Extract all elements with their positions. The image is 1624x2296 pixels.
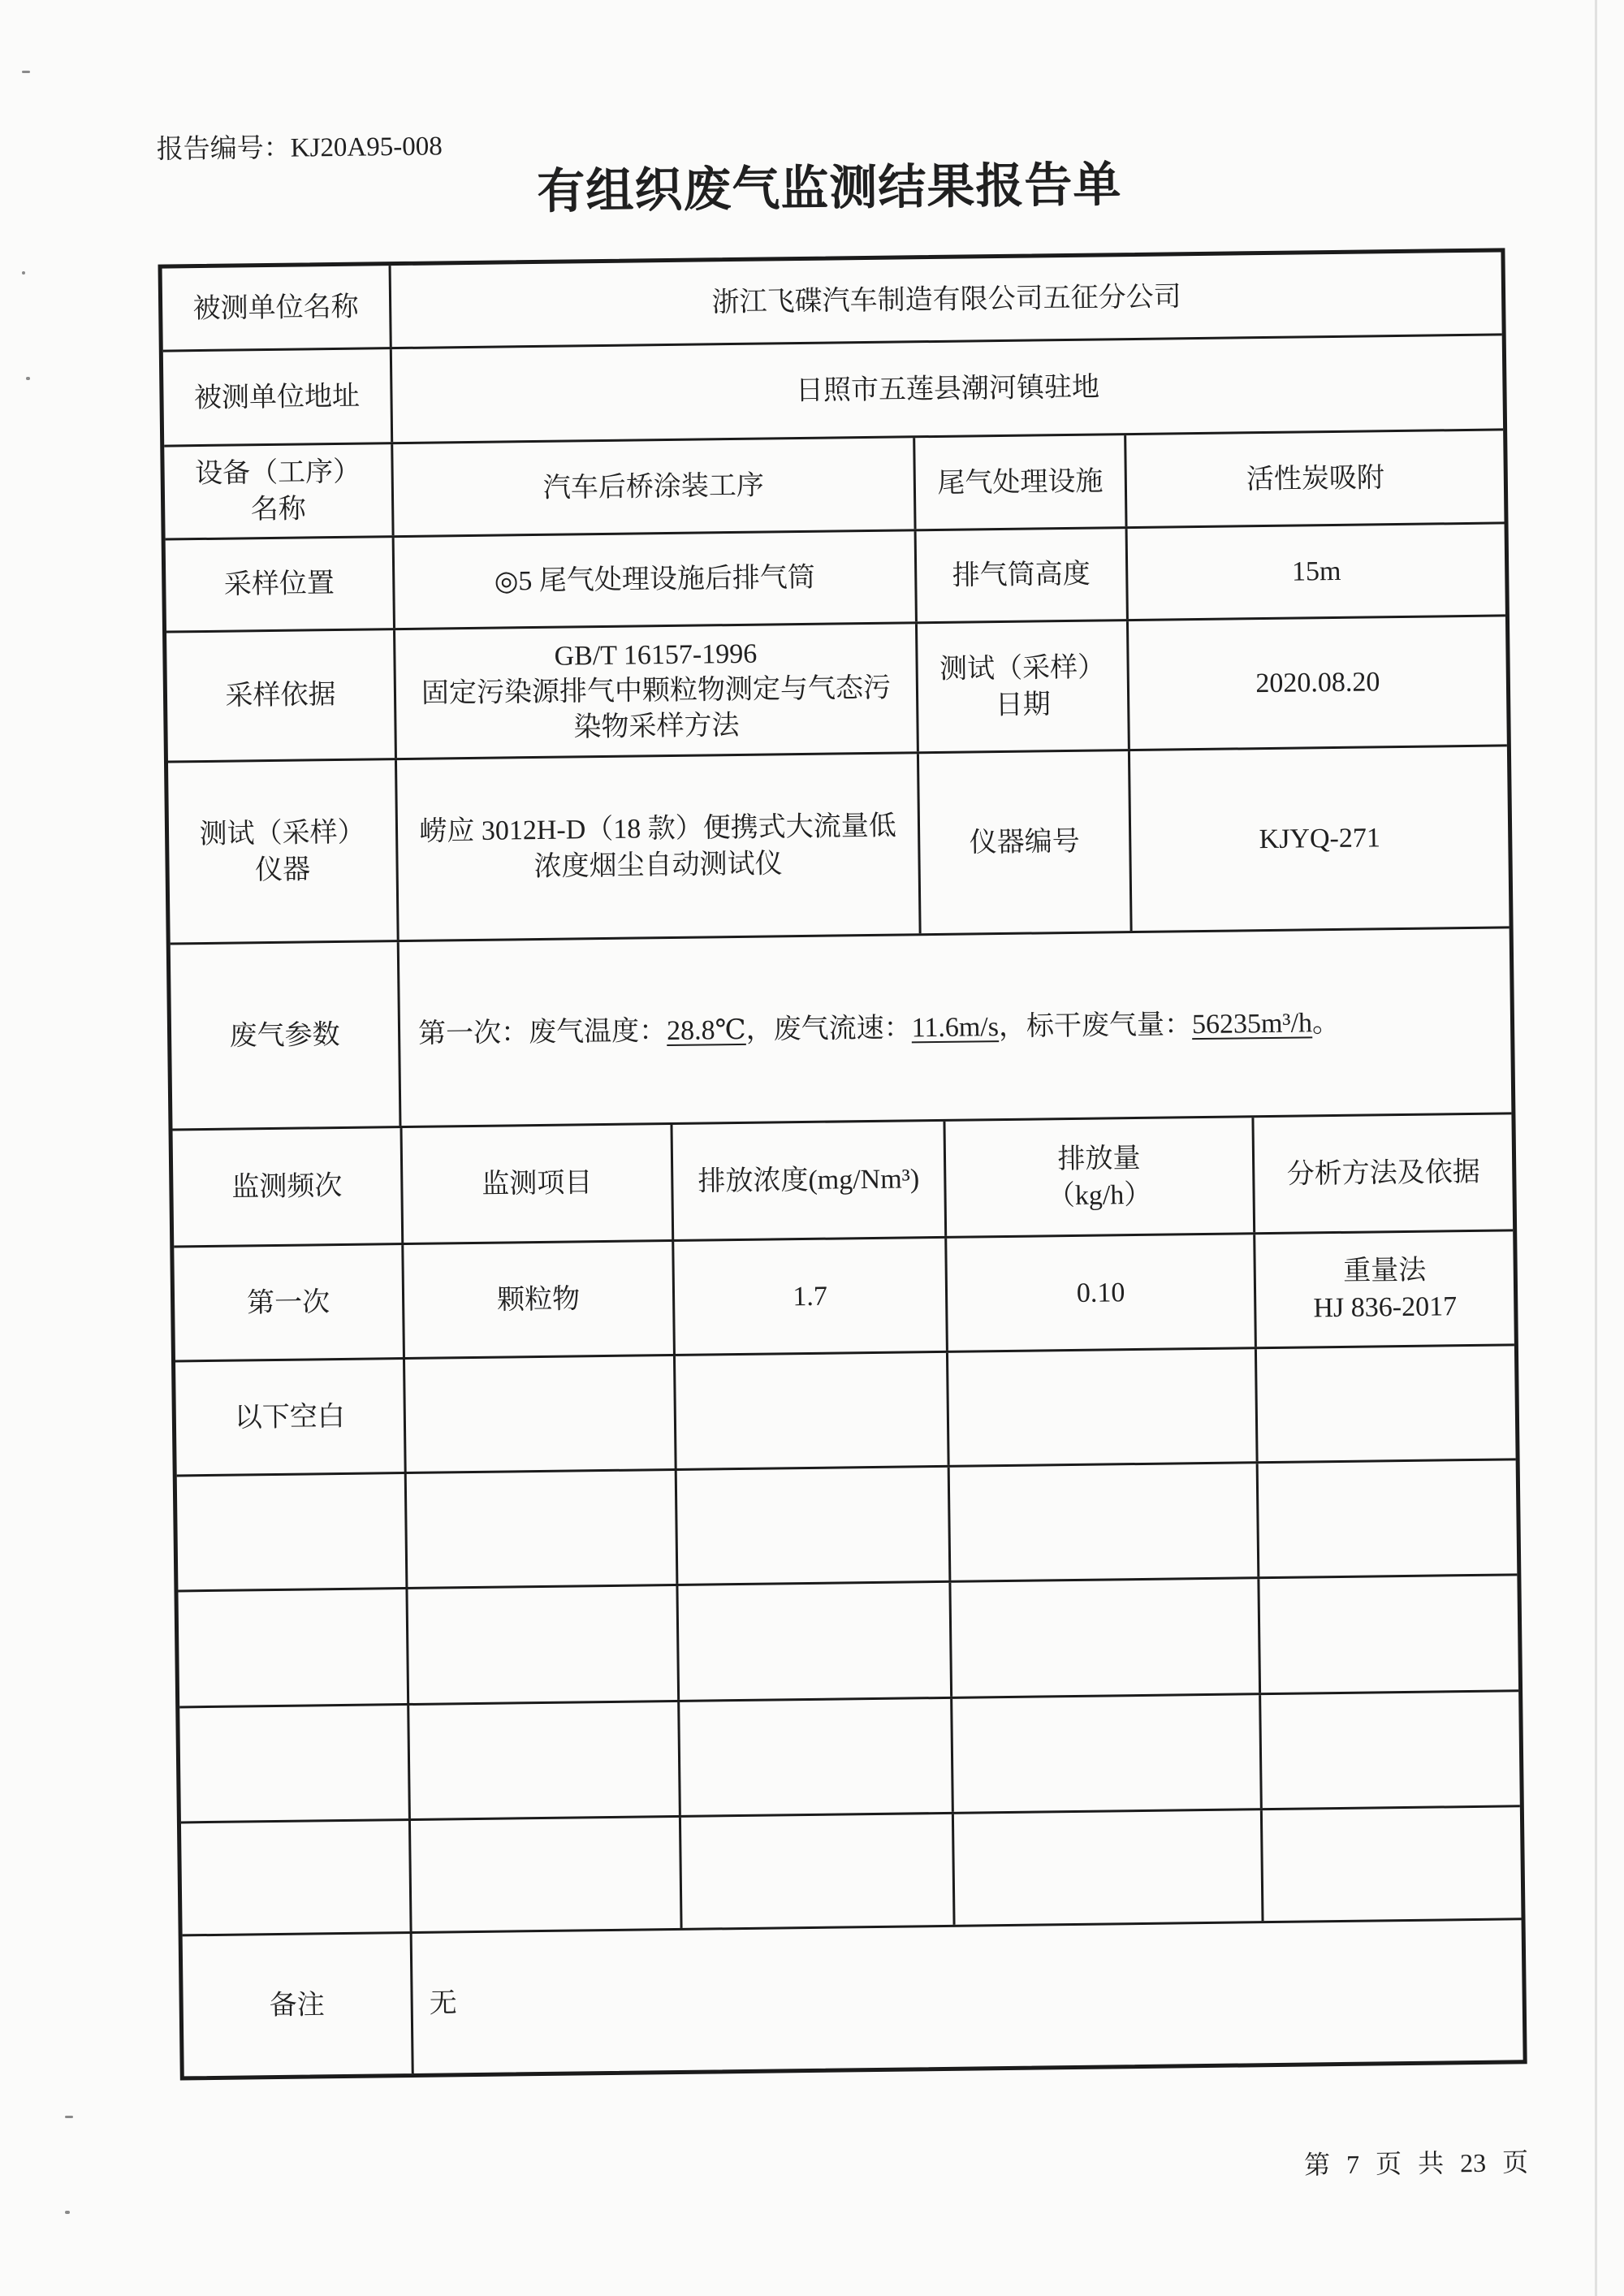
instrument-label-cell [168,760,397,942]
current-page: 7 [1345,2149,1360,2179]
empty-cell [1259,1692,1520,1808]
sampling-location-label-cell [166,538,393,630]
treatment-label-cell [913,435,1125,529]
column-header-method [1251,1114,1513,1232]
unit-name-cell [389,252,1502,347]
empty-cell [1260,1807,1522,1921]
params-separator: ， [745,1014,774,1045]
frequency-cell [174,1245,403,1360]
empty-cell [405,1586,677,1703]
stack-height-cell [1125,524,1505,619]
treatment-value: 活性炭吸附 [1246,462,1385,495]
sampling-basis-label-cell [166,630,395,760]
test-date-label-cell [915,621,1128,751]
sampling-location-value: ◎5 尾气处理设施后排气筒 [494,562,816,597]
sampling-location-cell [392,531,915,628]
table-row-process [164,430,1504,540]
column-header-item-label: 监测项目 [482,1168,593,1200]
empty-cell [177,1474,406,1589]
column-header-frequency [173,1128,402,1245]
unit-name-label: 被测单位名称 [192,292,359,324]
instrument-label: 测试（采样） 仪器 [199,817,365,885]
empty-cell [679,1814,953,1928]
temperature-value: 28.8℃ [666,1014,746,1046]
empty-cell [675,1468,949,1584]
instrument-id-label-cell [917,751,1130,933]
emission-cell [944,1234,1255,1351]
item-value: 颗粒物 [496,1283,581,1316]
process-value: 汽车后桥涂装工序 [542,470,765,504]
table-row-sampling-basis [166,616,1507,763]
method-cell [1253,1231,1514,1347]
instrument-cell [395,754,919,940]
report-number-value: KJ20A95-008 [290,132,443,163]
empty-cell [673,1353,948,1468]
page-title: 有组织废气监测结果报告单 [537,158,1122,218]
total-pages: 23 [1459,2147,1487,2178]
remarks-cell [410,1920,1523,2073]
empty-cell [677,1699,952,1815]
frequency-value: 第一次 [246,1286,330,1318]
process-label: 设备（工序） 名称 [194,456,361,525]
column-header-concentration [670,1122,944,1239]
process-cell [391,438,914,535]
empty-cell [178,1589,407,1706]
blank-marker: 以下空白 [234,1401,346,1433]
empty-cell [1255,1346,1516,1461]
flow-label: 标干废气量： [1026,1009,1193,1042]
unit-address-cell [390,335,1503,442]
report-sheet [0,14,1570,2225]
unit-address-label: 被测单位地址 [193,381,361,413]
velocity-value: 11.6m/s [911,1011,1000,1043]
column-header-method-label: 分析方法及依据 [1286,1157,1481,1190]
sampling-basis-label: 采样依据 [225,680,336,711]
remarks-label: 备注 [269,1989,325,2021]
empty-cell [408,1818,680,1931]
run-label: 第一次： [417,1017,529,1049]
remarks-label-cell [183,1934,412,2076]
method-value: 重量法 HJ 836-2017 [1313,1255,1458,1324]
item-cell [401,1242,673,1357]
unit-address-label-cell [163,349,391,444]
sampling-basis-text [421,634,892,747]
unit-name-label-cell [162,266,390,349]
test-date-label: 测试（采样） 日期 [939,651,1106,720]
stack-height-label: 排气筒高度 [952,559,1091,591]
empty-cell [1257,1576,1518,1693]
table-row-sampling-location [166,524,1505,633]
column-header-emission-label: 排放量 （kg/h） [1047,1143,1152,1211]
sampling-basis-code: GB/T 16157-1996 [554,638,758,672]
unit-address: 日照市五莲县潮河镇驻地 [795,371,1100,406]
instrument-id-value: KJYQ-271 [1259,823,1381,855]
velocity-label: 废气流速： [773,1012,912,1044]
empty-cell [407,1702,679,1818]
empty-cell [404,1471,676,1587]
empty-cell [948,1464,1258,1580]
concentration-value: 1.7 [793,1281,828,1312]
empty-cell [950,1695,1260,1812]
empty-cell [403,1356,675,1472]
unit-name: 浙江飞碟汽车制造有限公司五征分公司 [711,281,1181,318]
empty-cell [948,1579,1259,1697]
empty-cell [181,1821,410,1934]
test-date-cell [1126,616,1507,749]
process-label-cell [164,444,391,538]
emission-value: 0.10 [1076,1277,1125,1308]
results-header-row [173,1114,1514,1247]
frequency-cell [175,1360,404,1474]
report-number-label: 报告编号： [156,133,291,165]
table-row-instrument [168,746,1510,945]
exhaust-params-cell [397,928,1512,1126]
table-row [174,1231,1514,1362]
table-row-exhaust-params [171,928,1512,1131]
column-header-frequency-label: 监测频次 [231,1170,343,1203]
exhaust-params-label: 废气参数 [229,1019,340,1052]
stack-height-label-cell [914,529,1126,621]
params-end: 。 [1311,1007,1341,1038]
total-prefix: 共 [1417,2148,1445,2178]
empty-cell [179,1706,408,1821]
page-footer [1203,2146,1528,2182]
column-header-concentration-label: 排放浓度(mg/Nm³) [698,1164,920,1197]
table-row-unit-address [163,335,1503,447]
empty-cell [952,1810,1262,1925]
exhaust-params-line [418,1004,1340,1052]
sampling-location-label: 采样位置 [223,569,335,600]
sampling-basis-title: 固定污染源排气中颗粒物测定与气态污 染物采样方法 [421,672,892,742]
remarks-value: 无 [429,1987,457,2019]
empty-row [177,1460,1518,1592]
instrument-id-label: 仪器编号 [969,826,1080,858]
page-unit: 页 [1375,2149,1402,2179]
table-row-remarks [183,1920,1523,2076]
page-prefix: 第 [1303,2150,1331,2180]
total-unit: 页 [1501,2147,1529,2177]
empty-cell [1256,1460,1518,1576]
concentration-cell [672,1239,946,1354]
empty-row [181,1807,1522,1936]
empty-row [179,1692,1520,1823]
column-header-emission [943,1118,1253,1236]
instrument-id-cell [1128,746,1510,931]
stack-height-value: 15m [1291,556,1341,587]
table-row [175,1346,1516,1477]
instrument-value: 崂应 3012H-D（18 款）便携式大流量低 浓度烟尘自动测试仪 [419,811,896,882]
treatment-cell [1124,430,1504,526]
empty-cell [676,1583,950,1700]
report-table [158,248,1527,2080]
scan-edge-line [1595,0,1597,2296]
report-number [157,130,443,166]
params-separator: ， [998,1011,1027,1042]
table-row-unit-name [162,252,1502,352]
treatment-label: 尾气处理设施 [937,465,1104,499]
flow-value: 56235m³/h [1191,1007,1313,1040]
temperature-label: 废气温度： [528,1015,667,1048]
exhaust-params-label-cell [171,942,400,1128]
empty-cell [946,1349,1256,1465]
column-header-item [400,1125,672,1243]
sampling-basis-cell [393,624,917,758]
test-date-value: 2020.08.20 [1255,667,1380,699]
empty-row [178,1576,1518,1708]
